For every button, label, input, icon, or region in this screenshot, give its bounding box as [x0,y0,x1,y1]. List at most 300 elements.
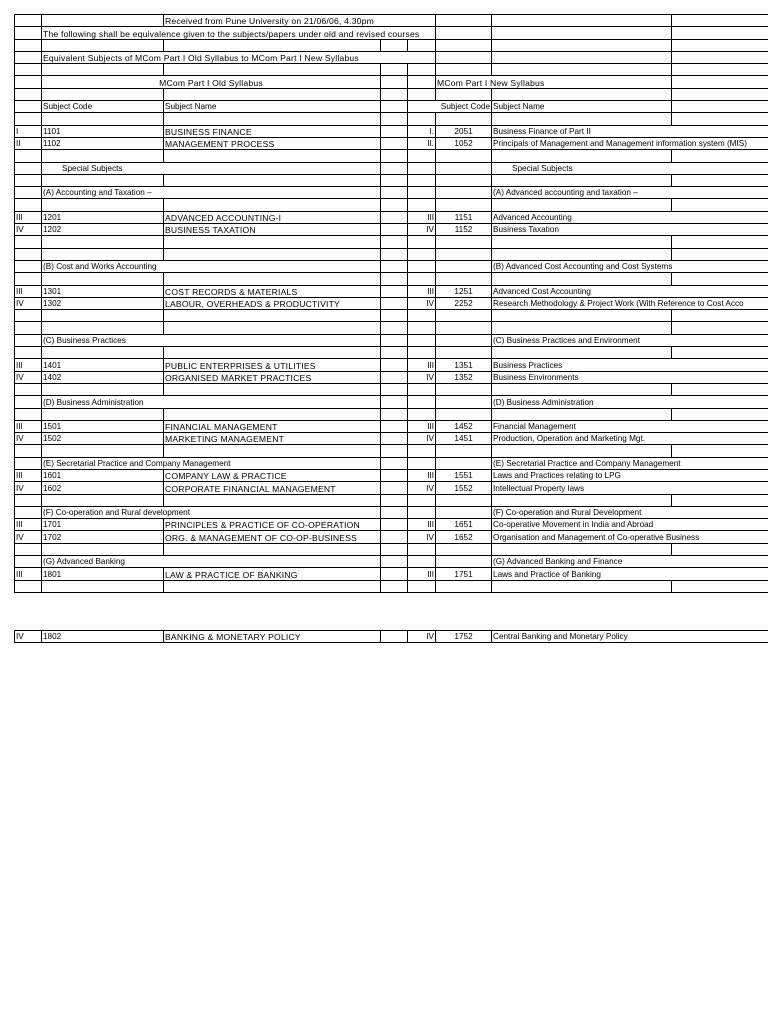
old-subject-name: BANKING & MONETARY POLICY [164,630,381,642]
cell [492,445,672,457]
empty-row [15,150,768,162]
cell [15,174,42,186]
cell [672,494,768,506]
cell [672,174,768,186]
cell [408,39,436,51]
cell [164,113,381,125]
group-title-row [15,506,768,518]
syllabus-heading-row [15,76,768,88]
cell [492,199,672,211]
old-group-title: (C) Business Practices [42,334,381,346]
old-group-title: (B) Cost and Works Accounting [42,260,381,272]
old-subject-code: 1701 [42,519,164,531]
cell [381,224,408,236]
cell [672,76,768,88]
old-group-title: (A) Accounting and Taxation – [42,187,381,199]
cell [381,519,408,531]
cell [408,494,436,506]
cell [408,113,436,125]
cell [672,39,768,51]
old-subject-code: 1302 [42,297,164,309]
old-serial: III [15,519,42,531]
cell [381,187,408,199]
cell [164,273,381,285]
new-group-title: (D) Business Administration [492,396,768,408]
cell [164,310,381,322]
group-title-row [15,457,768,469]
cell [42,248,164,260]
cell [672,27,768,39]
cell [492,494,672,506]
old-subject-code: 1601 [42,469,164,481]
old-group-title: (F) Co-operation and Rural development [42,506,381,518]
special-subjects-new: Special Subjects [492,162,768,174]
cell [42,39,164,51]
old-serial: IV [15,224,42,236]
cell [492,248,672,260]
new-subject-name: Production, Operation and Marketing Mgt. [492,433,768,445]
old-group-title: (D) Business Administration [42,396,381,408]
cell [381,568,408,580]
cell [408,556,436,568]
new-subject-code: 1352 [436,371,492,383]
cell [42,64,164,76]
cell [672,113,768,125]
empty-row [15,445,768,457]
cell [492,408,672,420]
cell [408,580,436,592]
cell [381,236,408,248]
cell [436,322,492,334]
new-subject-name: Laws and Practices relating to LPG [492,469,768,481]
old-syllabus-heading: MCom Part I Old Syllabus [42,76,381,88]
title-row [15,51,768,63]
subject-row [15,519,768,531]
cell [15,248,42,260]
cell [381,531,408,543]
group-title-row [15,556,768,568]
cell [164,408,381,420]
cell [15,506,42,518]
cell [381,150,408,162]
cell [436,383,492,395]
cell [672,383,768,395]
old-serial: IV [15,482,42,494]
new-subject-code: 2252 [436,297,492,309]
group-title-row [15,396,768,408]
page-gap [15,592,768,630]
cell [381,113,408,125]
cell [381,580,408,592]
new-subject-code: 1451 [436,433,492,445]
cell [42,199,164,211]
cell [15,445,42,457]
cell [164,580,381,592]
cell [164,174,381,186]
cell [672,592,768,630]
cell [15,64,42,76]
old-serial: IV [15,297,42,309]
cell [381,482,408,494]
cell [164,39,381,51]
cell [15,322,42,334]
cell [381,334,408,346]
cell [436,506,492,518]
old-subject-code: 1401 [42,359,164,371]
empty-row [15,174,768,186]
old-subject-name: FINANCIAL MANAGEMENT [164,420,381,432]
cell [672,347,768,359]
cell [15,39,42,51]
subject-row [15,482,768,494]
new-subject-name: Business Practices [492,359,768,371]
cell [164,445,381,457]
cell [381,420,408,432]
cell [492,113,672,125]
cell [381,88,408,100]
cell [408,310,436,322]
cell [42,174,164,186]
notice-row-text: The following shall be equivalence given to the subjects/papers under old and revised courses [42,27,436,39]
cell [15,101,42,113]
old-group-title: (G) Advanced Banking [42,556,381,568]
old-subject-name: COMPANY LAW & PRACTICE [164,469,381,481]
cell [164,150,381,162]
cell [408,322,436,334]
cell [15,543,42,555]
old-serial: IV [15,531,42,543]
cell [15,236,42,248]
new-subject-name: Central Banking and Monetary Policy [492,630,768,642]
cell [672,310,768,322]
cell [492,174,672,186]
cell [436,273,492,285]
new-subject-name: Co-operative Movement in India and Abroad [492,519,768,531]
cell [381,494,408,506]
cell [381,371,408,383]
new-serial: IV [408,224,436,236]
cell [492,27,672,39]
empty-row [15,248,768,260]
new-serial: IV [408,371,436,383]
new-subject-name: Advanced Accounting [492,211,768,223]
cell [381,469,408,481]
cell [672,51,768,63]
subject-row [15,568,768,580]
cell [42,273,164,285]
cell [15,15,42,27]
new-serial: IV [408,297,436,309]
empty-row [15,383,768,395]
cell [408,457,436,469]
cell [492,273,672,285]
new-subject-name: Financial Management [492,420,768,432]
old-serial: I [15,125,42,137]
old-subject-name: ORG. & MANAGEMENT OF CO-OP-BUSINESS [164,531,381,543]
subject-row [15,420,768,432]
empty-row [15,543,768,555]
cell [381,543,408,555]
cell [672,248,768,260]
new-subject-code: 1752 [436,630,492,642]
old-subject-code: 1201 [42,211,164,223]
old-subject-code: 1102 [42,137,164,149]
new-serial: IV [408,433,436,445]
cell [492,543,672,555]
cell [381,199,408,211]
old-subject-code: 1801 [42,568,164,580]
cell [42,113,164,125]
received-row [15,15,768,27]
cell [436,199,492,211]
cell [436,113,492,125]
cell [42,494,164,506]
cell [672,580,768,592]
cell [381,260,408,272]
cell [164,248,381,260]
new-subject-code: 2051 [436,125,492,137]
new-group-title: (B) Advanced Cost Accounting and Cost Systems [492,260,768,272]
cell [672,101,768,113]
empty-row [15,494,768,506]
equivalence-sheet [14,14,768,643]
new-serial: III [408,420,436,432]
old-name-header: Subject Name [164,101,381,113]
empty-row [15,310,768,322]
old-subject-name: BUSINESS FINANCE [164,125,381,137]
new-code-header: Subject Code [408,101,492,113]
subject-row [15,359,768,371]
new-serial: III [408,359,436,371]
cell [381,408,408,420]
cell [381,359,408,371]
cell [408,347,436,359]
empty-row [15,88,768,100]
notice-row [15,27,768,39]
subject-row [15,531,768,543]
old-subject-name: ORGANISED MARKET PRACTICES [164,371,381,383]
old-serial: III [15,359,42,371]
cell [408,543,436,555]
cell [15,76,42,88]
old-subject-code: 1101 [42,125,164,137]
cell [672,445,768,457]
cell [436,347,492,359]
cell [42,347,164,359]
cell [381,445,408,457]
old-serial: III [15,568,42,580]
new-subject-code: 1151 [436,211,492,223]
cell [381,101,408,113]
cell [42,592,164,630]
cell [436,580,492,592]
group-title-row [15,260,768,272]
cell [492,236,672,248]
cell [381,592,408,630]
old-serial: III [15,469,42,481]
cell [436,39,492,51]
new-subject-code: 1452 [436,420,492,432]
cell [381,137,408,149]
cell [672,543,768,555]
cell [42,15,164,27]
old-subject-code: 1802 [42,630,164,642]
new-subject-name: Laws and Practice of Banking [492,568,768,580]
old-subject-code: 1402 [42,371,164,383]
old-serial: II [15,137,42,149]
new-serial: III [408,568,436,580]
old-subject-code: 1202 [42,224,164,236]
old-serial: IV [15,630,42,642]
new-subject-code: 1552 [436,482,492,494]
cell [381,433,408,445]
cell [672,273,768,285]
cell [408,445,436,457]
cell [381,457,408,469]
cell [381,506,408,518]
cell [381,297,408,309]
new-subject-name: Principals of Management and Management information system (MIS) [492,137,768,149]
cell [15,162,42,174]
cell [436,150,492,162]
cell [42,150,164,162]
cell [672,322,768,334]
cell [492,322,672,334]
new-subject-name: Advanced Cost Accounting [492,285,768,297]
cell [15,187,42,199]
old-subject-name: MARKETING MANAGEMENT [164,433,381,445]
cell [672,236,768,248]
cell [15,334,42,346]
cell [492,383,672,395]
cell [408,150,436,162]
new-subject-name: Intellectual Property laws [492,482,768,494]
new-serial: IV [408,531,436,543]
new-subject-name: Business Taxation [492,224,768,236]
new-subject-name: Business Environments [492,371,768,383]
old-subject-name: CORPORATE FINANCIAL MANAGEMENT [164,482,381,494]
cell [381,383,408,395]
cell [408,248,436,260]
subject-row [15,433,768,445]
cell [42,543,164,555]
cell [408,383,436,395]
subject-row [15,371,768,383]
cell [436,556,492,568]
old-subject-name: ADVANCED ACCOUNTING-I [164,211,381,223]
cell [164,64,381,76]
cell [42,322,164,334]
cell [164,494,381,506]
cell [15,408,42,420]
old-serial: III [15,420,42,432]
cell [42,408,164,420]
cell [15,51,42,63]
subject-row [15,285,768,297]
cell [672,88,768,100]
cell [15,150,42,162]
old-subject-name: LAW & PRACTICE OF BANKING [164,568,381,580]
cell [408,236,436,248]
cell [381,39,408,51]
cell [436,15,492,27]
cell [15,27,42,39]
subject-row [15,297,768,309]
cell [381,273,408,285]
cell [381,162,408,174]
cell [381,76,408,88]
old-subject-name: MANAGEMENT PROCESS [164,137,381,149]
new-subject-code: 1052 [436,137,492,149]
old-group-title: (E) Secretarial Practice and Company Management [42,457,381,469]
cell [42,445,164,457]
old-serial: IV [15,433,42,445]
empty-row [15,322,768,334]
subject-row [15,137,768,149]
cell [15,580,42,592]
cell [42,310,164,322]
cell [672,150,768,162]
cell [15,556,42,568]
new-serial: III [408,285,436,297]
cell [381,630,408,642]
new-subject-code: 1251 [436,285,492,297]
column-header-row [15,101,768,113]
cell [164,322,381,334]
cell [381,556,408,568]
cell [381,347,408,359]
new-subject-code: 1351 [436,359,492,371]
old-subject-code: 1602 [42,482,164,494]
cell [436,64,492,76]
old-code-header: Subject Code [42,101,164,113]
old-subject-name: LABOUR, OVERHEADS & PRODUCTIVITY [164,297,381,309]
cell [436,248,492,260]
special-subjects-old: Special Subjects [42,162,381,174]
cell [436,396,492,408]
received-note: Received from Pune University on 21/06/06, 4.30pm [164,15,436,27]
new-group-title: (G) Advanced Banking and Finance [492,556,768,568]
cell [381,322,408,334]
cell [15,457,42,469]
cell [381,285,408,297]
subject-row [15,211,768,223]
new-serial: III [408,519,436,531]
cell [492,15,672,27]
empty-row [15,39,768,51]
new-serial: III [408,469,436,481]
cell [492,347,672,359]
group-title-row [15,187,768,199]
cell [408,199,436,211]
cell [492,51,672,63]
cell [164,383,381,395]
empty-row [15,236,768,248]
old-subject-code: 1502 [42,433,164,445]
cell [436,27,492,39]
cell [164,236,381,248]
cell [15,310,42,322]
cell [381,174,408,186]
cell [381,310,408,322]
old-subject-code: 1702 [42,531,164,543]
new-name-header: Subject Name [492,101,672,113]
sheet-body [15,15,768,643]
new-serial: I. [408,125,436,137]
cell [408,506,436,518]
old-subject-code: 1501 [42,420,164,432]
empty-row [15,199,768,211]
